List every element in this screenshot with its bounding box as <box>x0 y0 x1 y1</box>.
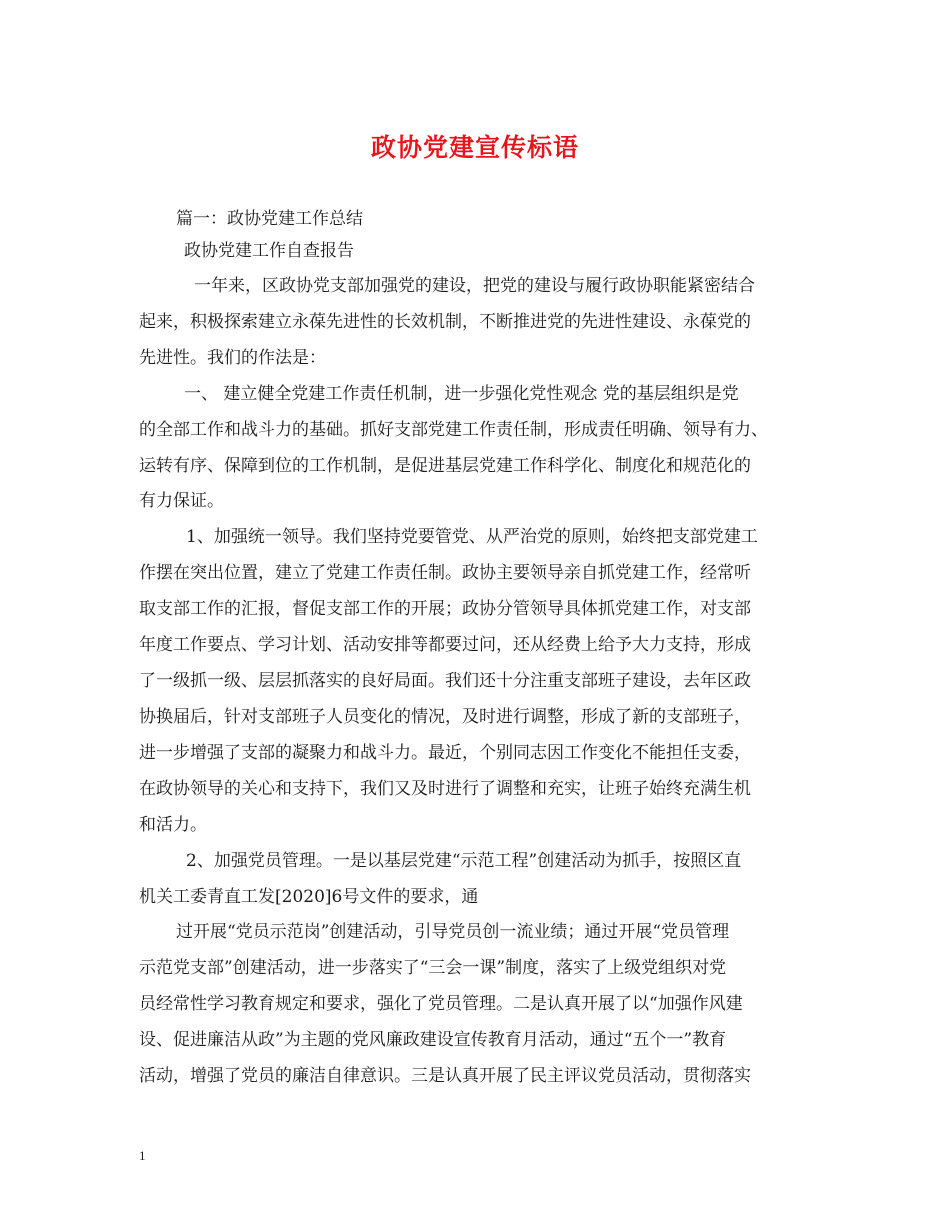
body-line: 运转有序、保障到位的工作机制，是促进基层党建工作科学化、制度化和规范化的 <box>139 456 751 476</box>
report-subtitle: 政协党建工作自查报告 <box>184 241 354 261</box>
body-line: 起来，积极探索建立永葆先进性的长效机制，不断推进党的先进性建设、永葆党的 <box>139 312 751 332</box>
body-line: 2、加强党员管理。一是以基层党建“示范工程”创建活动为抓手，按照区直 <box>186 851 742 871</box>
body-line: 员经常性学习教育规定和要求，强化了党员管理。二是认真开展了以“加强作风建 <box>139 994 743 1014</box>
body-line: 一、 建立健全党建工作责任机制，进一步强化党性观念 党的基层组织是党 <box>184 384 739 404</box>
page-number: 1 <box>139 1148 146 1163</box>
body-line: 有力保证。 <box>139 491 224 511</box>
body-line: 1、加强统一领导。我们坚持党要管党、从严治党的原则，始终把支部党建工 <box>186 527 758 547</box>
body-line: 的全部工作和战斗力的基础。抓好支部党建工作责任制，形成责任明确、领导有力、 <box>139 420 768 440</box>
body-line: 作摆在突出位置，建立了党建工作责任制。政协主要领导亲自抓党建工作，经常听 <box>139 563 751 583</box>
body-line: 示范党支部”创建活动，进一步落实了“三会一课”制度，落实了上级党组织对党 <box>139 958 727 978</box>
body-line: 协换届后，针对支部班子人员变化的情况，及时进行调整，形成了新的支部班子， <box>139 707 751 727</box>
body-line: 和活力。 <box>139 815 207 835</box>
body-line: 年度工作要点、学习计划、活动安排等都要过问，还从经费上给予大力支持，形成 <box>139 635 751 655</box>
section-heading: 篇一：政协党建工作总结 <box>176 209 363 229</box>
body-line: 设、促进廉洁从政”为主题的党风廉政建设宣传教育月活动，通过“五个一”教育 <box>139 1030 727 1050</box>
body-line: 过开展“党员示范岗”创建活动，引导党员创一流业绩；通过开展“党员管理 <box>176 922 730 942</box>
body-line: 先进性。我们的作法是： <box>139 348 326 368</box>
body-line: 了一级抓一级、层层抓落实的良好局面。我们还十分注重支部班子建设，去年区政 <box>139 671 751 691</box>
body-line: 一年来，区政协党支部加强党的建设，把党的建设与履行政协职能紧密结合 <box>194 276 755 296</box>
body-line: 活动，增强了党员的廉洁自律意识。三是认真开展了民主评议党员活动，贯彻落实 <box>139 1066 751 1086</box>
body-line: 取支部工作的汇报，督促支部工作的开展；政协分管领导具体抓党建工作，对支部 <box>139 599 751 619</box>
body-line: 进一步增强了支部的凝聚力和战斗力。最近，个别同志因工作变化不能担任支委， <box>139 743 751 763</box>
body-line: 机关工委青直工发[2020]6号文件的要求，通 <box>139 887 479 907</box>
document-title: 政协党建宣传标语 <box>370 133 579 162</box>
body-line: 在政协领导的关心和支持下，我们又及时进行了调整和充实，让班子始终充满生机 <box>139 779 751 799</box>
